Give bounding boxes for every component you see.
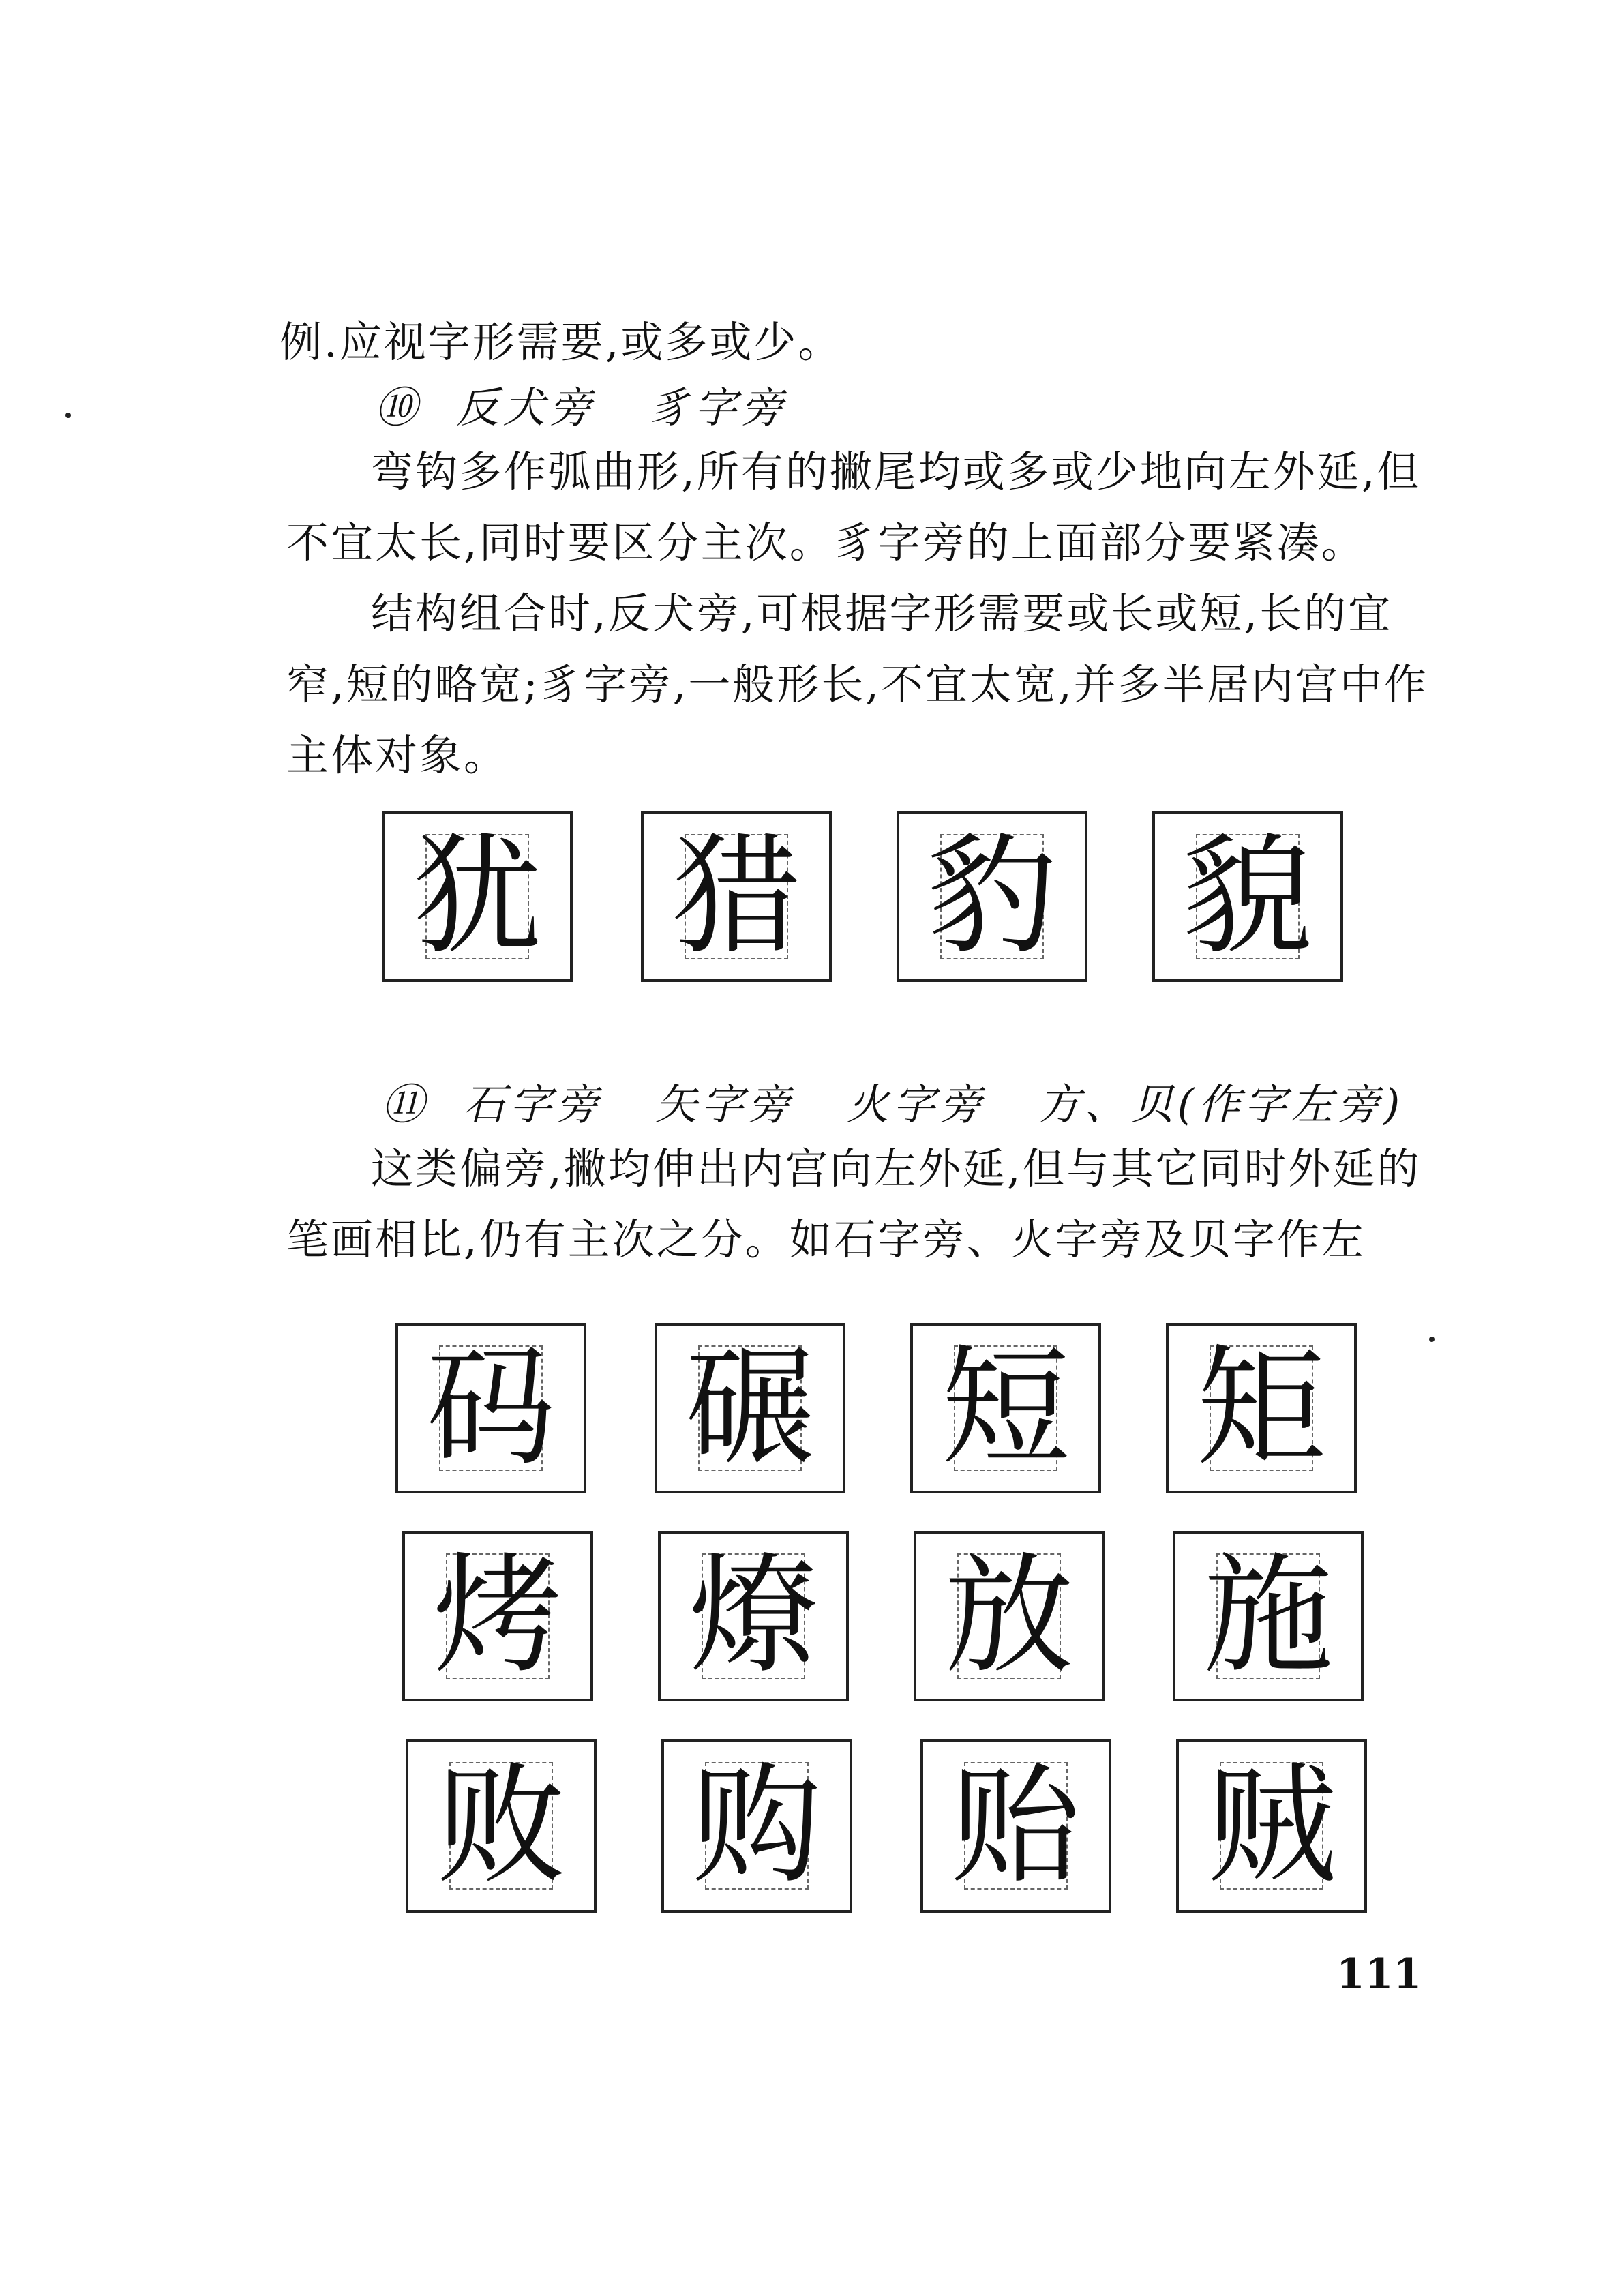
- page-number: 111: [1336, 1950, 1422, 1998]
- char-box: [406, 1739, 597, 1913]
- char-glyph: 贻: [950, 1750, 1081, 1901]
- char-box: [382, 811, 573, 982]
- section-11-heading: ⑪ 石字旁 矢字旁 火字旁 方、贝(作字左旁): [382, 1079, 1405, 1129]
- char-glyph: 碾: [685, 1332, 815, 1483]
- char-box: [1176, 1739, 1367, 1913]
- section-11-paragraph: 这类偏旁,撇均伸出内宫向左外延,但与其它同时外延的笔画相比,仍有主次之分。如石字旁、火字旁及贝字作左: [286, 1144, 1422, 1264]
- char-box: [1166, 1323, 1357, 1493]
- char-glyph: 码: [425, 1332, 556, 1483]
- char-box: [402, 1531, 593, 1701]
- char-box: [897, 811, 1087, 982]
- section-10-heading: ⑩ 反犬旁 豸字旁: [375, 383, 787, 432]
- char-glyph: 烤: [432, 1540, 562, 1691]
- char-box: [658, 1531, 849, 1701]
- char-glyph: 购: [691, 1750, 822, 1901]
- char-glyph: 燎: [688, 1540, 818, 1691]
- char-box: [1173, 1531, 1364, 1701]
- char-box: [641, 811, 832, 982]
- char-glyph: 犹: [412, 821, 542, 972]
- char-glyph: 豹: [927, 821, 1057, 972]
- char-box: [910, 1323, 1101, 1493]
- char-box: [655, 1323, 845, 1493]
- char-box: [1152, 811, 1343, 982]
- char-glyph: 短: [940, 1332, 1070, 1483]
- char-box: [920, 1739, 1111, 1913]
- char-glyph: 贼: [1206, 1750, 1336, 1901]
- stray-dot-left: [65, 413, 71, 418]
- section-10-paragraph-2: 结构组合时,反犬旁,可根据字形需要或长或短,长的宜窄,短的略宽;豸字旁,一般形长,不宜太宽,并多半居内宫中作主体对象。: [286, 588, 1428, 780]
- char-glyph: 矩: [1196, 1332, 1326, 1483]
- char-box: [914, 1531, 1105, 1701]
- char-glyph: 猎: [671, 821, 801, 972]
- stray-dot-right: [1429, 1337, 1435, 1342]
- char-box: [395, 1323, 586, 1493]
- char-glyph: 败: [436, 1750, 566, 1901]
- char-glyph: 放: [944, 1540, 1074, 1691]
- char-glyph: 貌: [1182, 821, 1312, 972]
- section-10-paragraph-1: 弯钩多作弧曲形,所有的撇尾均或多或少地向左外延,但不宜太长,同时要区分主次。豸字旁的上面部分要紧凑。: [286, 447, 1422, 567]
- char-glyph: 施: [1203, 1540, 1333, 1691]
- char-box: [661, 1739, 852, 1913]
- intro-line: 例.应视字形需要,或多或少。: [280, 317, 843, 367]
